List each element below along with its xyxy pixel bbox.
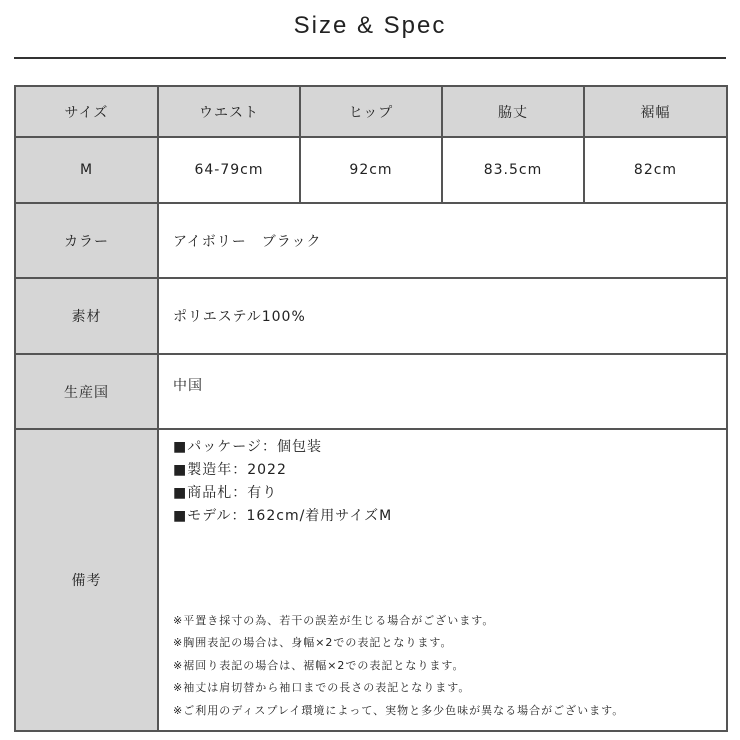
header-waist: ウエスト <box>158 86 300 137</box>
color-label: カラー <box>15 203 158 278</box>
spec-table <box>14 85 728 732</box>
notes-content <box>158 429 727 731</box>
disclaimer: ※ご利用のディスプレイ環境によって、実物と多少色味が異なる場合がございます。 <box>173 703 625 717</box>
note-item: ■商品札：有り <box>173 485 278 501</box>
note-item: ■パッケージ：個包装 <box>173 439 322 455</box>
hem-width-value: 82cm <box>584 137 727 203</box>
material-row <box>15 278 727 354</box>
side-length-value: 83.5cm <box>442 137 584 203</box>
waist-value: 64-79cm <box>158 137 300 203</box>
disclaimer: ※裾回り表記の場合は、裾幅×2での表記となります。 <box>173 658 465 672</box>
title-divider <box>14 57 726 59</box>
note-item: ■モデル：162cm/着用サイズM <box>173 508 393 524</box>
material-label: 素材 <box>15 278 158 354</box>
origin-value: 中国 <box>158 354 727 429</box>
size-row-m <box>15 137 727 203</box>
disclaimers <box>173 610 624 723</box>
color-row <box>15 203 727 278</box>
size-label: M <box>15 137 158 203</box>
header-hip: ヒップ <box>300 86 442 137</box>
disclaimer: ※袖丈は肩切替から袖口までの長さの表記となります。 <box>173 681 471 694</box>
disclaimer: ※平置き採寸の為、若干の誤差が生じる場合がございます。 <box>173 613 495 627</box>
origin-row <box>15 354 727 429</box>
page-title: Size & Spec <box>293 12 447 39</box>
material-value: ポリエステル100% <box>158 278 727 354</box>
size-header-row <box>15 86 727 137</box>
origin-label: 生産国 <box>15 354 158 429</box>
note-item: ■製造年：2022 <box>173 462 287 478</box>
notes-label: 備考 <box>15 429 158 731</box>
header-side-length: 脇丈 <box>442 86 584 137</box>
header-hem-width: 裾幅 <box>584 86 727 137</box>
notes-items <box>173 436 726 528</box>
disclaimer: ※胸囲表記の場合は、身幅×2での表記となります。 <box>173 636 453 649</box>
hip-value: 92cm <box>300 137 442 203</box>
color-value: アイボリー ブラック <box>158 203 727 278</box>
notes-row <box>15 429 727 731</box>
header-size: サイズ <box>15 86 158 137</box>
